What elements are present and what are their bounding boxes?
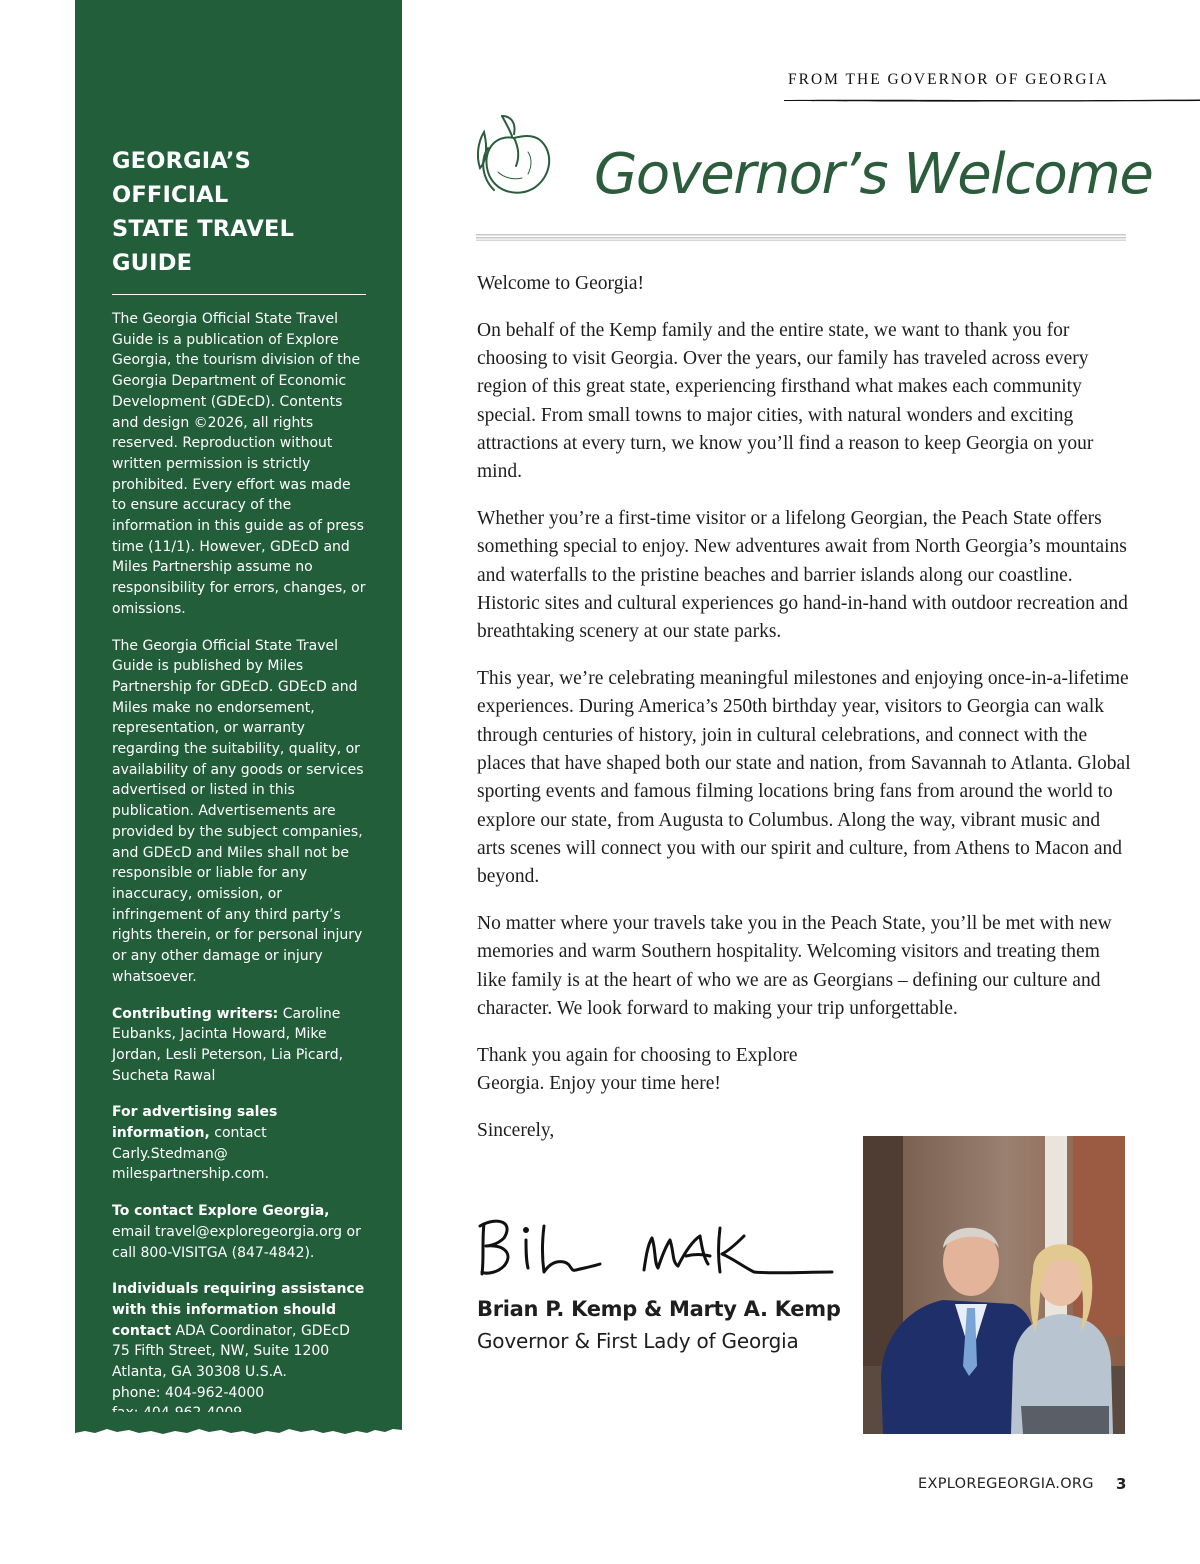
letter-paragraph-5: Thank you again for choosing to Explore Georgia. Enjoy your time here! bbox=[477, 1044, 798, 1094]
ads-contact: contact Carly.Stedman@ milespartnership.com. bbox=[112, 1125, 270, 1183]
sidebar-title bbox=[112, 144, 366, 295]
ads-label: For advertising sales information, bbox=[112, 1104, 278, 1142]
sidebar-advertising bbox=[112, 1102, 366, 1185]
ada-phone: phone: 404-962-4000 bbox=[112, 1384, 265, 1401]
ada-coordinator: ADA Coordinator, GDEcD bbox=[171, 1322, 350, 1339]
sidebar-publication-notice: The Georgia Official State Travel Guide is a publication of Explore Georgia, the tourism division of the Georgia Department of Economic Development (GDEcD). Contents and design ©2026, all rights reserved. Reproduction without written permission is strictly prohibited. Every effort was made to ensure accuracy of the information in this guide as of press time (11/1). However, GDEcD and Miles Partnership assume no responsibility for errors, changes, or omissions. bbox=[112, 311, 366, 617]
sidebar-title-line2: STATE TRAVEL GUIDE bbox=[112, 216, 295, 276]
sidebar-torn-edge bbox=[75, 1412, 402, 1438]
letter-paragraph-3: This year, we’re celebrating meaningful milestones and enjoying once-in-a-lifetime experiences. During America’s 250th birthday year, visitors to Georgia can walk through centuries of history, join in cultural celebrations, and connect with the places that have shaped both our state and nation, from Savannah to Atlanta. Global sporting events and famous filming locations bring fans from around the world to explore our state, from Augusta to Columbus. Along the way, vibrant music and arts scenes will connect you with our spirit and culture, from Athens to Macon and beyond. bbox=[477, 668, 1131, 888]
sidebar-title-line1: GEORGIA’S OFFICIAL bbox=[112, 148, 252, 208]
signer-title: Governor & First Lady of Georgia bbox=[477, 1329, 799, 1353]
ada-address-line2: Atlanta, GA 30308 U.S.A. bbox=[112, 1364, 287, 1381]
ada-address-line1: 75 Fifth Street, NW, Suite 1200 bbox=[112, 1343, 330, 1360]
welcome-letter bbox=[477, 270, 1132, 1164]
letter-closing: Sincerely, bbox=[477, 1119, 555, 1141]
kicker-rule bbox=[784, 98, 1200, 102]
sidebar-contact bbox=[112, 1201, 366, 1263]
page-kicker: FROM THE GOVERNOR OF GEORGIA bbox=[788, 71, 1109, 88]
governor-first-lady-photo bbox=[863, 1136, 1125, 1434]
page-number: 3 bbox=[1116, 1475, 1127, 1493]
letter-paragraph-2: Whether you’re a first-time visitor or a lifelong Georgian, the Peach State offers something special to enjoy. New adventures await from North Georgia’s mountains and waterfalls to the pristine beaches and barrier islands along our coastline. Historic sites and cultural experiences go hand-in-hand with outdoor recreation and breathtaking scenery at our state parks. bbox=[477, 508, 1128, 643]
sidebar-contributing-writers bbox=[112, 1004, 366, 1087]
ada-label: Individuals requiring assistance with this information should contact bbox=[112, 1281, 365, 1339]
contact-details: email travel@exploregeorgia.org or call 800-VISITGA (847-4842). bbox=[112, 1223, 361, 1261]
page-title: Governor’s Welcome bbox=[594, 142, 1153, 207]
sidebar-colophon bbox=[75, 0, 402, 1425]
letter-paragraph-1: On behalf of the Kemp family and the entire state, we want to thank you for choosing to visit Georgia. Over the years, our family has traveled across every region of this great state, experiencing firsthand what makes each community special. From small towns to major cities, with natural wonders and exciting attractions at every turn, we know you’ll find a reason to keep Georgia on your mind. bbox=[477, 319, 1094, 483]
writers-label: Contributing writers: bbox=[112, 1005, 279, 1022]
sidebar-ada bbox=[112, 1279, 366, 1424]
signer-names: Brian P. Kemp & Marty A. Kemp bbox=[477, 1297, 841, 1321]
letter-paragraph-4: No matter where your travels take you in the Peach State, you’ll be met with new memories and warm Southern hospitality. Welcoming visitors and treating them like family is at the heart of who we are as Georgians – defining our culture and character. We look forward to making your trip unforgettable. bbox=[477, 912, 1112, 1019]
sidebar-disclaimer: The Georgia Official State Travel Guide is published by Miles Partnership for GDEcD. GDEcD and Miles make no endorsement, representation, or warranty regarding the suitability, quality, or availability of any goods or services advertised or listed in this publication. Advertisements are provided by the subject companies, and GDEcD and Miles shall not be responsible or liable for any inaccuracy, omission, or infringement of any third party’s rights therein, or for personal injury or any other damage or injury whatsoever. bbox=[112, 637, 364, 985]
contact-label: To contact Explore Georgia, bbox=[112, 1203, 330, 1220]
title-rule bbox=[476, 234, 1126, 241]
letter-greeting: Welcome to Georgia! bbox=[477, 273, 645, 294]
writers-list: Caroline Eubanks, Jacinta Howard, Mike Jordan, Lesli Peterson, Lia Picard, Sucheta Rawal bbox=[112, 1005, 344, 1084]
handwritten-signature bbox=[474, 1210, 839, 1282]
footer-website: EXPLOREGEORGIA.ORG bbox=[918, 1476, 1094, 1492]
peach-icon bbox=[474, 112, 560, 202]
